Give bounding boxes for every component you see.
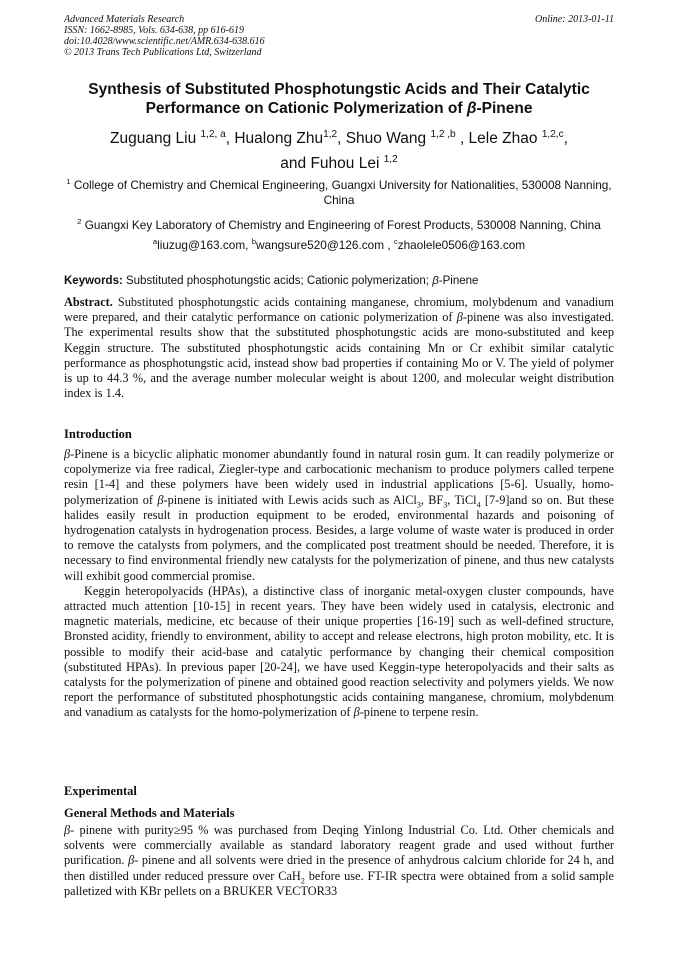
affiliation-2: $^2$ Guangxi Key Laboratory of Chemistry and Engineering of Forest Products, 530008 Nanning, China xyxy=(77,217,601,232)
journal-issn: ISSN: 1662-8985, Vols. 634-638, pp 616-619 xyxy=(64,25,244,36)
paper-title: Synthesis of Substituted Phosphotungstic Acids and Their Catalytic Performance on Cationic Polymerization of β-Pinene xyxy=(88,81,590,117)
author-list: Zuguang Liu $^{1,2, a}$, Hualong Zhu$^{1,2}$, Shuo Wang $^{1,2 ,b}$ , Lele Zhao $^{1,2,c}$, and Fuhou Lei $^{1,2}$ xyxy=(110,128,568,172)
author-emails: $^a$liuzug@163.com, $^b$wangsure520@126.com , $^c$zhaolele0506@163.com xyxy=(152,237,526,252)
journal-copyright: © 2013 Trans Tech Publications Ltd, Switzerland xyxy=(64,47,262,58)
methods-subheading: General Methods and Materials xyxy=(64,806,235,820)
intro-paragraph-2: Keggin heteropolyacids (HPAs), a distinctive class of inorganic metal-oxygen cluster compounds, have attracted much attention [10-15] in recent years. They have been widely used in catalysis, electronic and magnetic materials, medicine, etc because of their unique properties [16-19] such as well-defined structure, Bronsted acidity, friendly to environment, ability to accept and release electrons, high proton mobility, etc. It is possible to modify their acid-base and catalytic performance by changing their chemical composition (substituted HPAs). In previous paper [20-24], we have used Keggin-type heteropolyacids and their salts as catalysts for the polymerization of pinene and obtained good reaction selectivity and polymers yields. We now report the performance of substituted phosphotungstic acids containing manganese, chromium, molybdenum and vanadium as catalysts for the homo-polymerization of β-pinene to terpene resin. xyxy=(64,583,614,720)
keywords-label: Keywords: xyxy=(64,275,123,287)
experimental-heading: Experimental xyxy=(64,784,137,798)
exp-paragraph-1: β- pinene with purity≥95 % was purchased from Deqing Yinlong Industrial Co. Ltd. Other chemicals and solvents were commercially available as standard laboratory reagent grade and used without further purification. β- pinene and all solvents were dried in the presence of anhydrous calcium chloride for 24 h, and then distilled under reduced pressure over CaH$_2$ before use. FT-IR spectra were obtained from a solid sample palletized with KBr pellets on a BRUKER VECTOR33 xyxy=(64,823,615,898)
introduction-body xyxy=(64,447,614,721)
journal-name: Advanced Materials Research xyxy=(64,14,185,25)
affiliation-1: $^1$ College of Chemistry and Chemical Engineering, Guangxi University for Nationalities, 530008 Nanning, China xyxy=(66,177,612,207)
abstract-label: Abstract. xyxy=(64,295,113,309)
experimental-body xyxy=(64,823,614,899)
abstract: Abstract. Substituted phosphotungstic acids containing manganese, chromium, molybdenum and vanadium were prepared, and their catalytic performance on cationic polymerization of β-pinene was also investigated. The experimental results show that the substituted phosphotungstic acids are mono-substituted and keep Keggin structure. The substituted phosphotungstic acids containing Mn or Cr exhibit similar catalytic performance as phosphotungstic acid, instead show bad properties if containing Mo or V. The yield of polymer is up to 44.3 %, and the average number molecular weight is about 1200, and molecular weight distribution index is 1.4. xyxy=(64,295,614,401)
intro-paragraph-1: β-Pinene is a bicyclic aliphatic monomer abundantly found in natural rosin gum. It can readily polymerize or copolymerize via free radical, Ziegler-type and carbocationic mechanism to produce polymers called terpene resin [1-4] and these polymers have been widely used in industrial applications [5-6]. Usually, homo-polymerization of β-pinene is initiated with Lewis acids such as AlCl$_3$, $BF_3$, TiCl$_4$ [7-9]and so on. But these halides easily result in production equipment to be eroded, environmental hazards and poisoning of hydrogenation catalysts in hydrogenation process. Besides, a large volume of waste water is produced in order to remove the catalysts from polymers, and the complicated post treatment should be needed. Therefore, it is necessary to find environmental friendly new catalysts for the polymerization of pinene, and thus new catalysts will exhibit good commercial promise. xyxy=(64,447,614,583)
journal-header xyxy=(64,14,484,58)
introduction-heading: Introduction xyxy=(64,427,132,441)
keywords: Keywords: Substituted phosphotungstic acids; Cationic polymerization; β-Pinene xyxy=(64,275,479,287)
online-date: Online: 2013-01-11 xyxy=(535,14,614,25)
journal-doi: doi:10.4028/www.scientific.net/AMR.634-638.616 xyxy=(64,36,265,47)
